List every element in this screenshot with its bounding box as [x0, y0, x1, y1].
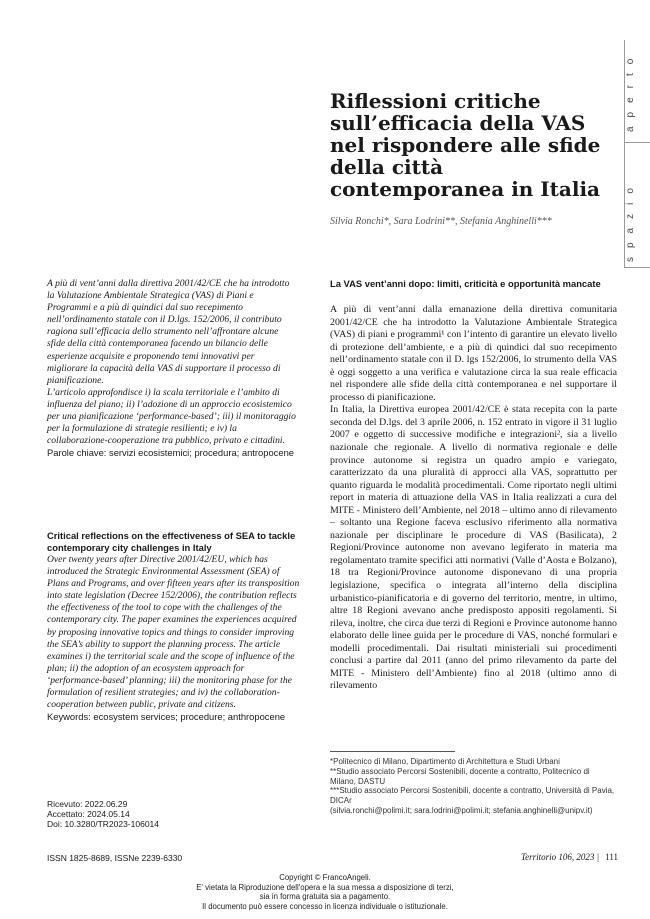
- body-paragraph-1: A più di vent’anni dalla emanazione della direttiva comunitaria 2001/42/CE che ha introdotto la Valutazione Ambientale Strategica (VAS) di piani e programmi¹ con l’intento di garantire un elevato livello di protezione dell’ambiente, e a più di quindici dal suo recepimento nell’ordinamento statale con il D. lgs 152/2006, lo strumento della VAS è oggi soggetto a una verifica e valutazione circa la sua reale efficacia nel rispondere alle sfide della città contemporanea e nel supportare il processo di pianificazione.: [330, 304, 617, 403]
- date-accepted: Accettato: 2024.05.14: [47, 809, 130, 819]
- footnote-rule: [330, 751, 455, 752]
- section-tab-divider: [625, 142, 650, 143]
- footnote-1: *Politecnico di Milano, Dipartimento di Architettura e Studi Urbani: [330, 757, 560, 766]
- page-number: 111: [605, 852, 618, 862]
- abstract-it-paragraph-2: L’articolo approfondisce i) la scala territoriale e l’ambito di influenza del piano; ii) l’adozione di un approccio ecosistemico per una pianificazione ‘performance-based’; iii) il monitoraggio per la formulazione di strategie resilienti; e iv) la collaborazione-cooperazione tra pubblico, privato e cittadini.: [47, 386, 296, 447]
- abstract-en-text: Over twenty years after Directive 2001/42/EU, which has introduced the Strategic Environmental Assessment (SEA) of Plans and Programs, and over fifteen years after its transposition into state legislation (Decree 152/2006), the contribution reflects the effectiveness of the tool to cope with the challenges of the contemporary city. The paper examines the experiences acquired by proposing innovative topics and things to consider improving the SEA’s ability to support the planning process. The article examines i) the territorial scale and the scope of influence of the plan; ii) the adoption of an ecosystem approach for ‘performance-based’ planning; iii) the monitoring phase for the formulation of resilient strategies; and iv) the collaboration-cooperation between public, private and citizens.: [47, 554, 300, 711]
- article-title: Riflessioni critiche sull’efficacia della VAS nel rispondere alle sfide della città contemporanea in Italia: [330, 89, 601, 201]
- body-paragraph-2: In Italia, la Direttiva europea 2001/42/CE è stata recepita con la parte seconda del D.lgs. del 3 aprile 2006, n. 152 entrato in vigore il 31 luglio 2007 e oggetto di successive modifiche e integrazioni², sia a livello nazionale che regionale. A livello di normativa regionale e delle province autonome si registra un quadro ampio e variegato, caratterizzato da una pluralità di approcci alla VAS, soprattutto per quanto riguarda le modalità procedimentali. Come riportato negli ultimi report in materia di attuazione della VAS in Italia realizzati a cura del MITE - Ministero dell’Ambiente, nel 2018 – ultimo anno di rilevamento – soltanto una Regione faceva esclusivo riferimento alla normativa nazionale per disciplinare le procedure di VAS (Basilicata), 2 Regioni/Province autonome non avevano legiferato in materia ma regolamentato tramite specifici atti normativi (Valle d’Aosta e Bolzano), 18 tra Regioni/Province autonome disponevano di una propria legislazione, specifica o integrata all’interno della disciplina urbanistico-pianificatoria e di governo del territorio, mentre, in ultimo, altre 18 Regioni avevano anche predisposto appositi regolamenti. Si rileva, inoltre, che circa due terzi di Regioni e Province autonome hanno elaborato delle linee guida per le procedure di VAS, nonché formulari e modelli procedimentali. Dai risultati ministeriali sui procedimenti conclusi a partire dal 2011 (anno del primo rilevamento da parte del MITE - Ministero dell’Ambiente) fino al 2018 (ultimo anno di rilevamento: [330, 404, 617, 692]
- abstract-english: [47, 554, 302, 723]
- date-received: Ricevuto: 2022.06.29: [47, 799, 128, 809]
- copyright-line-4: Il documento può essere concesso in licenza individuale o istituzionale.: [202, 901, 448, 911]
- journal-name: Territorio 106, 2023 |: [520, 852, 600, 862]
- copyright-line-3: sia in forma gratuita sia a pagamento.: [259, 892, 391, 902]
- issn: ISSN 1825-8689, ISSNe 2239-6330: [47, 853, 183, 863]
- article-doi: Doi: 10.3280/TR2023-106014: [47, 819, 159, 829]
- abstract-en-keywords: Keywords: ecosystem services; procedure; anthropocene: [47, 711, 286, 723]
- body-text: [330, 304, 617, 693]
- article-authors: Silvia Ronchi*, Sara Lodrini**, Stefania Anghinelli***: [330, 216, 552, 227]
- journal-citation: [521, 852, 618, 862]
- copyright-line-2: E' vietata la Riproduzione dell'opera e la sua messa a disposizione di terzi,: [196, 882, 454, 892]
- abstract-it-paragraph-1: A più di vent’anni dalla direttiva 2001/42/CE che ha introdotto la Valutazione Ambientale Strategica (VAS) di Piani e Programmi e a più di quindici dal suo recepimento nell’ordinamento statale con il D.lgs. 152/2006, il contributo ragiona sull’efficacia dello strumento nell’affrontare alcune sfide della città contemporanea facendo un bilancio delle esperienze acquisite e proponendo temi innovativi per migliorare la capacità della VAS di supportare il processo di pianificazione.: [47, 278, 290, 386]
- footnote-2: **Studio associato Percorsi Sostenibili, docente a contratto, Politecnico di Milano, DASTU: [330, 766, 590, 786]
- copyright-line-1: Copyright © FrancoAngeli.: [279, 873, 371, 882]
- article-dates: [47, 799, 159, 829]
- abstract-italian: [47, 278, 297, 459]
- copyright-notice: [0, 873, 650, 911]
- footnote-3: ***Studio associato Percorsi Sostenibili, docente a contratto, Università di Pavia, DICAr: [330, 786, 615, 806]
- abstract-it-keywords: Parole chiave: servizi ecosistemici; procedura; antropocene: [47, 447, 294, 459]
- section-tab-word-aperto: aperto: [625, 49, 636, 133]
- footnote-emails: (silvia.ronchi@polimi.it; sara.lodrini@polimi.it; stefania.anghinelli@unipv.it): [330, 805, 593, 815]
- section-tab-word-spazio: spazio: [625, 179, 636, 262]
- footnotes: [330, 757, 617, 816]
- section-tab: [624, 40, 650, 268]
- section-heading: La VAS vent’anni dopo: limiti, criticità e opportunità mancate: [330, 278, 601, 289]
- abstract-english-title: Critical reflections on the effectiveness of SEA to tackle contemporary city challenges in Italy: [47, 530, 296, 553]
